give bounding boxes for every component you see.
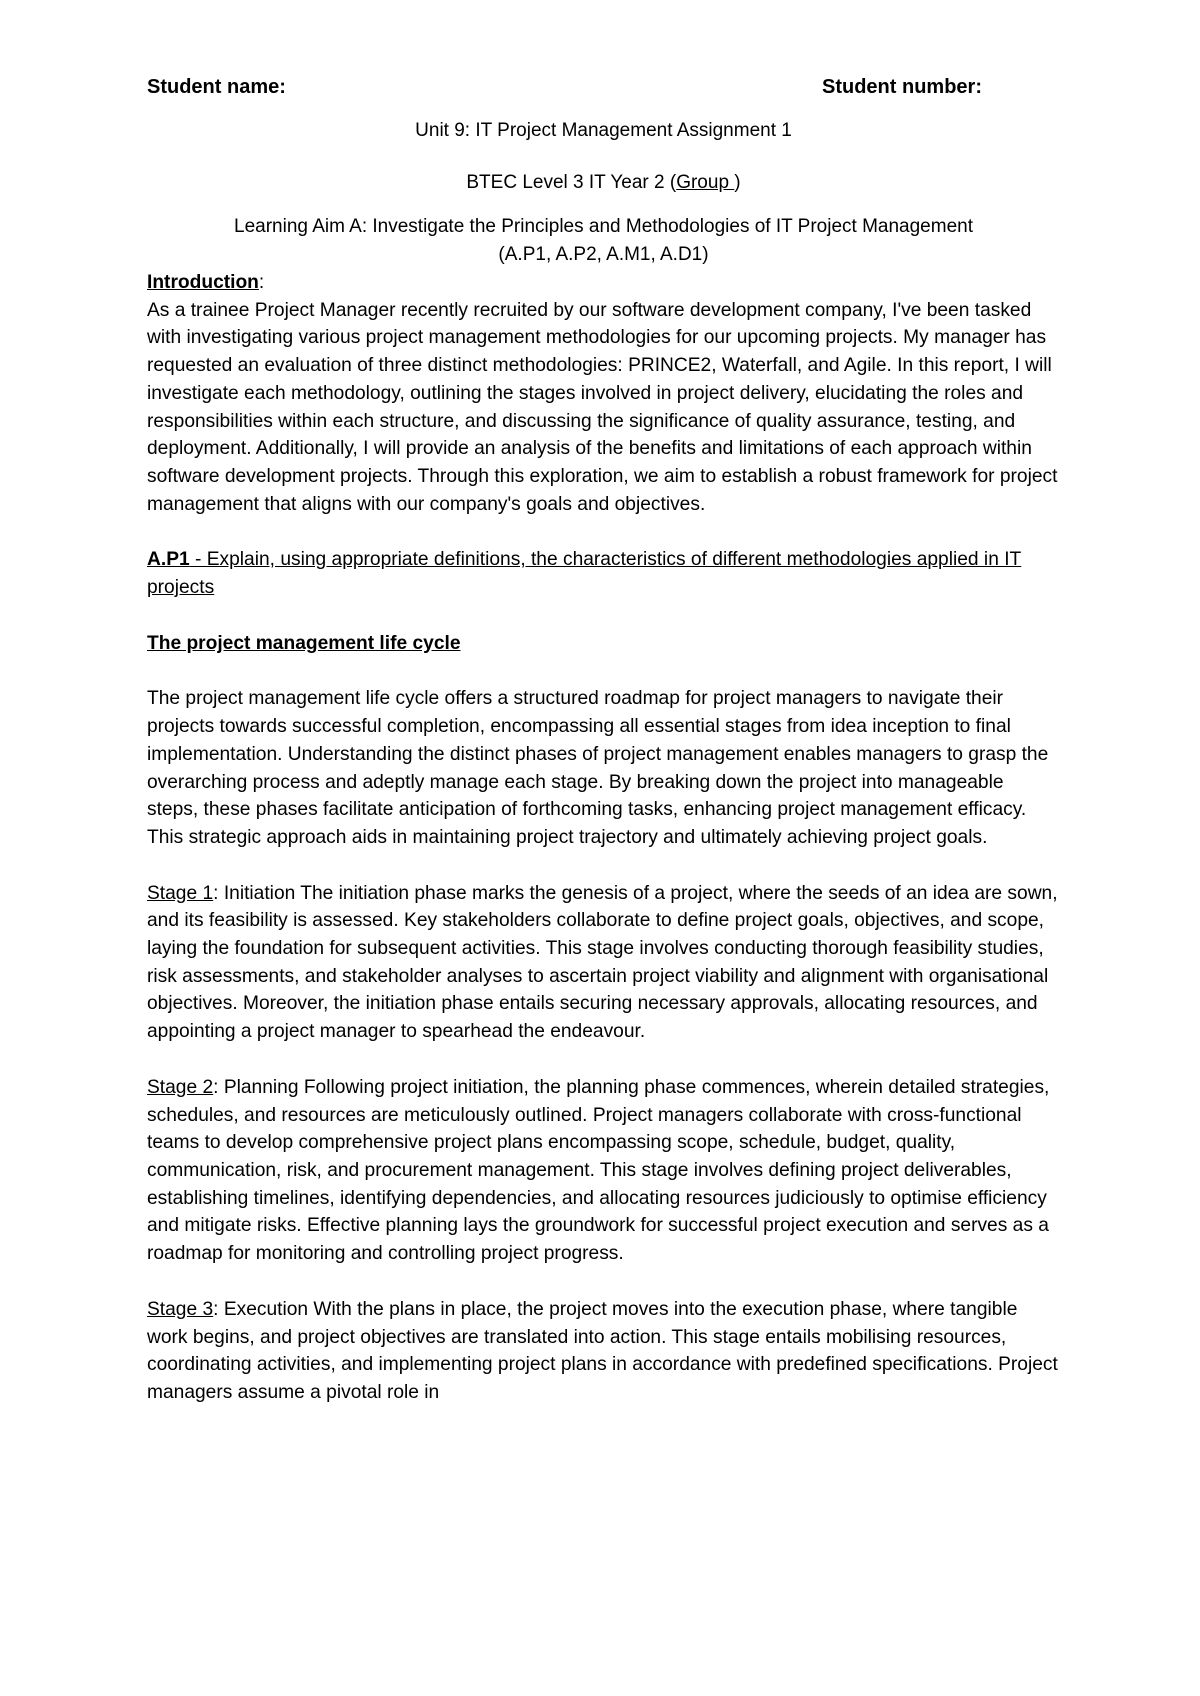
stage-1-paragraph	[147, 880, 1060, 1046]
learning-aim-line: Learning Aim A: Investigate the Principles and Methodologies of IT Project Management	[234, 216, 973, 237]
introduction-paragraph: As a trainee Project Manager recently recruited by our software development company, I've been tasked with investigating various project management methodologies for our upcoming projects. My manager has requested an evaluation of three distinct methodologies: PRINCE2, Waterfall, and Agile. In this report, I will investigate each methodology, outlining the stages involved in project delivery, elucidating the roles and responsibilities within each structure, and discussing the significance of quality assurance, testing, and deployment. Additionally, I will provide an analysis of the benefits and limitations of each approach within software development projects. Through this exploration, we aim to establish a robust framework for project management that aligns with our company's goals and objectives.	[147, 299, 1058, 515]
stage-2-paragraph	[147, 1074, 1060, 1268]
ap1-code: A.P1	[147, 549, 190, 571]
course-group: Group	[676, 172, 735, 193]
stage-2-label: Stage 2	[147, 1076, 214, 1098]
course-prefix: BTEC Level 3 IT Year 2 (	[466, 172, 677, 193]
stage-2-text: : Planning Following project initiation, the planning phase commences, wherein detailed strategies, schedules, and resources are meticulously outlined. Project managers collaborate with cross-functional teams to develop comprehensive project plans encompassing scope, schedule, budget, quality, communication, risk, and procurement management. This stage involves defining project deliverables, establishing timelines, identifying dependencies, and allocating resources judiciously to optimise efficiency and mitigate risks. Effective planning lays the groundwork for successful project execution and serves as a roadmap for monitoring and controlling project progress.	[147, 1076, 1050, 1265]
stage-3-text: : Execution With the plans in place, the project moves into the execution phase, where tangible work begins, and project objectives are translated into action. This stage entails mobilising resources, coordinating activities, and implementing project plans in accordance with predefined specifications. Project managers assume a pivotal role in	[147, 1298, 1058, 1403]
ap1-text: - Explain, using appropriate definitions, the characteristics of different methodologies applied in IT projects	[147, 549, 1022, 599]
introduction-heading	[147, 269, 1060, 297]
unit-title: Unit 9: IT Project Management Assignment 1	[415, 120, 792, 141]
introduction-heading-text: Introduction	[147, 272, 259, 293]
stage-3-paragraph	[147, 1296, 1060, 1407]
stage-1-text: : Initiation The initiation phase marks the genesis of a project, where the seeds of an idea are sown, and its feasibility is assessed. Key stakeholders collaborate to define project goals, objectives, and scope, laying the foundation for subsequent activities. This stage involves conducting thorough feasibility studies, risk assessments, and stakeholder analyses to ascertain project viability and alignment with organisational objectives. Moreover, the initiation phase entails securing necessary approvals, allocating resources, and appointing a project manager to spearhead the endeavour.	[147, 882, 1058, 1043]
stage-1-label: Stage 1	[147, 882, 214, 904]
learning-aim-criteria: (A.P1, A.P2, A.M1, A.D1)	[498, 244, 709, 265]
course-suffix: )	[734, 172, 741, 193]
student-header	[147, 72, 1060, 102]
lifecycle-paragraph: The project management life cycle offers a structured roadmap for project managers to navigate their projects towards successful completion, encompassing all essential stages from idea inception to final implementation. Understanding the distinct phases of project management enables managers to grasp the overarching process and adeptly manage each stage. By breaking down the project into manageable steps, these phases facilitate anticipation of forthcoming tasks, enhancing project management efficacy. This strategic approach aids in maintaining project trajectory and ultimately achieving project goals.	[147, 688, 1049, 848]
student-name-label: Student name:	[147, 76, 286, 98]
course-line	[147, 171, 1060, 195]
lifecycle-heading: The project management life cycle	[147, 632, 461, 654]
student-number-label: Student number:	[822, 76, 982, 98]
introduction-colon: :	[258, 272, 265, 293]
stage-3-label: Stage 3	[147, 1298, 214, 1320]
ap1-criterion	[147, 546, 1060, 601]
